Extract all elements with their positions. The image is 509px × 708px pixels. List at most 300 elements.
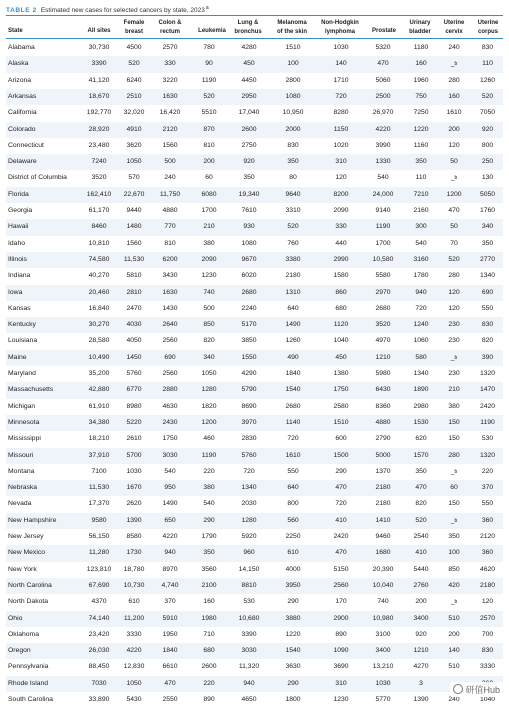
cell-lung-bronchus: 19,340 [231,187,267,203]
cell-urinary-bladder: 520 [406,513,436,529]
cell-leukemia: 520 [192,89,226,105]
watermark-text: 研值Hub [465,685,500,695]
cell-lung-bronchus: 1340 [231,480,267,496]
cell-nhl: 720 [321,89,361,105]
cell-female-breast: 1480 [119,219,149,235]
cell-prostate: 20,390 [364,562,402,578]
cell-state: Maine [8,350,88,366]
cell-female-breast: 610 [119,594,149,610]
table-row [6,562,503,578]
cell-colon-rectum: 470 [154,676,186,692]
cell-female-breast: 1050 [119,676,149,692]
cell-all-sites: 23,420 [83,627,115,643]
cell-melanoma: 290 [274,676,312,692]
cell-urinary-bladder: 750 [406,89,436,105]
cell-prostate: 4220 [364,122,402,138]
cell-melanoma: 1490 [274,317,312,333]
cell-uterine-corpus: 340 [472,219,503,235]
cell-melanoma: 1260 [274,333,312,349]
cell-uterine-corpus: 830 [472,643,503,659]
cell-all-sites: 61,910 [83,399,115,415]
header-female-breast-line2: breast [119,28,149,37]
header-prostate: Prostate [366,27,402,36]
table-row [6,333,503,349]
cell-leukemia: 2600 [192,659,226,675]
cell-leukemia: 60 [192,170,226,186]
cell-all-sites: 41,120 [83,73,115,89]
cell-uterine-corpus: 360 [472,545,503,561]
cell-female-breast: 4030 [119,317,149,333]
cell-uterine-corpus: 250 [472,154,503,170]
cell-lung-bronchus: 2030 [231,496,267,512]
cell-uterine-corpus: 220 [472,464,503,480]
cell-state: Colorado [8,122,88,138]
cell-uterine-corpus: 690 [472,285,503,301]
cell-uterine-corpus: 520 [472,89,503,105]
cell-female-breast: 570 [119,170,149,186]
cell-all-sites: 30,730 [83,40,115,56]
cell-uterine-corpus: 120 [472,594,503,610]
cell-state: Hawaii [8,219,88,235]
cell-prostate: 24,000 [364,187,402,203]
cell-melanoma: 720 [274,431,312,447]
cell-state: Kansas [8,301,88,317]
cell-uterine-cervix: 380 [439,399,469,415]
cell-state: Massachusetts [8,382,88,398]
table-row [6,578,503,594]
cell-colon-rectum: 940 [154,545,186,561]
cell-colon-rectum: 690 [154,350,186,366]
cell-uterine-cervix: 280 [439,448,469,464]
cell-prostate: 26,970 [364,105,402,121]
cell-nhl: 120 [321,170,361,186]
cell-uterine-corpus: 1260 [472,73,503,89]
cell-prostate: 10,580 [364,252,402,268]
cell-female-breast: 3330 [119,627,149,643]
cell-state: Florida [8,187,88,203]
cell-female-breast: 1450 [119,350,149,366]
cell-all-sites: 88,450 [83,659,115,675]
cell-leukemia: 220 [192,676,226,692]
cell-urinary-bladder: 5440 [406,562,436,578]
cell-colon-rectum: 4,740 [154,578,186,594]
cell-lung-bronchus: 530 [231,594,267,610]
cell-urinary-bladder: 350 [406,154,436,170]
cell-colon-rectum: 770 [154,219,186,235]
cell-colon-rectum: 2550 [154,692,186,708]
cell-colon-rectum: 500 [154,154,186,170]
cell-leukemia: 290 [192,513,226,529]
cell-all-sites: 37,910 [83,448,115,464]
cell-lung-bronchus: 5760 [231,448,267,464]
cell-leukemia: 850 [192,317,226,333]
cell-melanoma: 2180 [274,268,312,284]
cell-nhl: 310 [321,154,361,170]
cell-lung-bronchus: 2680 [231,285,267,301]
cell-melanoma: 3950 [274,578,312,594]
cell-all-sites: 28,580 [83,333,115,349]
cell-lung-bronchus: 6020 [231,268,267,284]
cell-melanoma: 80 [274,170,312,186]
cell-prostate: 1190 [364,219,402,235]
cell-colon-rectum: 6200 [154,252,186,268]
cell-state: New Hampshire [8,513,88,529]
cell-prostate: 3990 [364,138,402,154]
table-row [6,89,503,105]
cell-uterine-corpus: 110 [472,56,503,72]
cell-state: District of Columbia [8,170,88,186]
header-lung-bronchus-line2: bronchus [230,28,266,37]
cell-melanoma: 520 [274,219,312,235]
table-row [6,56,503,72]
table-row [6,659,503,675]
cell-lung-bronchus: 2240 [231,301,267,317]
cell-urinary-bladder: 620 [406,431,436,447]
cell-uterine-corpus: 350 [472,236,503,252]
cell-all-sites: 42,880 [83,382,115,398]
cell-all-sites: 18,670 [83,89,115,105]
cell-nhl: 1020 [321,138,361,154]
cell-state: New York [8,562,88,578]
cell-state: North Dakota [8,594,88,610]
cell-leukemia: 890 [192,692,226,708]
table-row [6,138,503,154]
cell-colon-rectum: 3220 [154,73,186,89]
cell-melanoma: 490 [274,350,312,366]
cell-colon-rectum: 1430 [154,301,186,317]
cell-female-breast: 10,730 [119,578,149,594]
cell-all-sites: 7030 [83,676,115,692]
cell-leukemia: 220 [192,464,226,480]
cell-all-sites: 74,580 [83,252,115,268]
cell-uterine-cervix: 120 [439,285,469,301]
cell-lung-bronchus: 2830 [231,431,267,447]
cell-all-sites: 16,840 [83,301,115,317]
cell-nhl: 3690 [321,659,361,675]
cell-nhl: 1580 [321,268,361,284]
table-row [6,285,503,301]
cell-urinary-bladder: 470 [406,480,436,496]
cell-uterine-corpus: 550 [472,301,503,317]
watermark [450,682,503,697]
cell-all-sites: 3520 [83,170,115,186]
cell-female-breast: 6240 [119,73,149,89]
cell-state: Michigan [8,399,88,415]
table-row [6,382,503,398]
cell-urinary-bladder: 920 [406,627,436,643]
cell-nhl: 2420 [321,529,361,545]
cell-leukemia: 160 [192,594,226,610]
cell-nhl: 1090 [321,643,361,659]
cell-urinary-bladder: 1220 [406,122,436,138]
cell-uterine-cervix: –$^b$ [439,350,469,366]
cell-uterine-corpus: 920 [472,122,503,138]
cell-urinary-bladder: 160 [406,56,436,72]
cell-colon-rectum: 1750 [154,431,186,447]
table-row [6,219,503,235]
cell-colon-rectum: 2880 [154,382,186,398]
cell-lung-bronchus: 350 [231,170,267,186]
cell-nhl: 410 [321,513,361,529]
cell-melanoma: 1140 [274,415,312,431]
cell-uterine-corpus: 820 [472,333,503,349]
cell-state: California [8,105,88,121]
cell-uterine-corpus: 1320 [472,366,503,382]
cell-state: Illinois [8,252,88,268]
cell-prostate: 5770 [364,692,402,708]
cell-melanoma: 2680 [274,399,312,415]
cell-uterine-cervix: 150 [439,496,469,512]
cell-nhl: 720 [321,496,361,512]
cell-all-sites: 123,810 [83,562,115,578]
cell-leukemia: 1230 [192,268,226,284]
header-female-breast-line1: Female [119,19,149,28]
cell-prostate: 3520 [364,317,402,333]
cell-uterine-corpus: 260 [472,676,503,692]
cell-all-sites: 10,490 [83,350,115,366]
cell-uterine-cervix: –$^b$ [439,56,469,72]
cell-melanoma: 550 [274,464,312,480]
cell-colon-rectum: 5910 [154,611,186,627]
cell-female-breast: 3620 [119,138,149,154]
cell-uterine-corpus: 2420 [472,399,503,415]
cell-uterine-cervix: 510 [439,659,469,675]
cell-state: Arkansas [8,89,88,105]
cell-uterine-corpus: 1320 [472,448,503,464]
cell-lung-bronchus: 3030 [231,643,267,659]
table-row [6,122,503,138]
table-row [6,676,503,692]
table-row [6,301,503,317]
header-melanoma-line2: of the skin [270,28,314,37]
cell-uterine-cervix: 350 [439,529,469,545]
cell-nhl: 680 [321,301,361,317]
cell-uterine-corpus: 390 [472,350,503,366]
cell-lung-bronchus: 2600 [231,122,267,138]
watermark-logo-icon [453,684,463,694]
table-row [6,187,503,203]
cell-colon-rectum: 650 [154,513,186,529]
cell-uterine-cervix: 280 [439,268,469,284]
cell-nhl: 1120 [321,317,361,333]
cell-leukemia: 5510 [192,105,226,121]
cell-state: Alaska [8,56,88,72]
cell-female-breast: 5760 [119,366,149,382]
cell-prostate: 2500 [364,89,402,105]
cell-melanoma: 2000 [274,122,312,138]
cell-prostate: 5320 [364,40,402,56]
table-row [6,415,503,431]
cell-female-breast: 22,670 [119,187,149,203]
cell-nhl: 1710 [321,73,361,89]
cell-uterine-cervix: 140 [439,643,469,659]
cell-all-sites: 56,150 [83,529,115,545]
table-row [6,203,503,219]
cell-nhl: 470 [321,480,361,496]
cell-leukemia: 1190 [192,448,226,464]
cell-leukemia: 500 [192,301,226,317]
cell-colon-rectum: 2640 [154,317,186,333]
header-colon-rectum-line1: Colon & [154,19,186,28]
cell-uterine-cervix: 120 [439,138,469,154]
cell-melanoma: 3630 [274,659,312,675]
cell-leukemia: 680 [192,643,226,659]
cell-all-sites: 26,030 [83,643,115,659]
cell-uterine-cervix: 70 [439,236,469,252]
cell-leukemia: 1050 [192,366,226,382]
cell-uterine-corpus: 370 [472,480,503,496]
cell-leukemia: 380 [192,480,226,496]
cell-all-sites: 11,530 [83,480,115,496]
cell-colon-rectum: 1950 [154,627,186,643]
header-uterine-cervix-line2: cervix [439,28,469,37]
cell-leukemia: 1700 [192,203,226,219]
cell-lung-bronchus: 450 [231,56,267,72]
cell-all-sites: 4370 [83,594,115,610]
table-row [6,366,503,382]
cell-lung-bronchus: 10,680 [231,611,267,627]
header-nhl-line1: Non-Hodgkin [314,19,366,28]
cell-lung-bronchus: 940 [231,676,267,692]
cell-melanoma: 4000 [274,562,312,578]
cell-nhl: 450 [321,350,361,366]
cell-nhl: 1750 [321,382,361,398]
cell-melanoma: 640 [274,480,312,496]
cell-nhl: 2090 [321,203,361,219]
cell-prostate: 2180 [364,480,402,496]
cell-melanoma: 3310 [274,203,312,219]
cell-uterine-corpus: 3330 [472,659,503,675]
cell-female-breast: 4050 [119,333,149,349]
cell-uterine-cervix: 160 [439,89,469,105]
cell-all-sites: 67,690 [83,578,115,594]
table-row [6,692,503,708]
table-row [6,496,503,512]
cell-colon-rectum: 2560 [154,366,186,382]
cell-female-breast: 8980 [119,399,149,415]
cell-prostate: 5580 [364,268,402,284]
cell-colon-rectum: 950 [154,480,186,496]
cell-leukemia: 870 [192,122,226,138]
cell-prostate: 740 [364,594,402,610]
cell-melanoma: 1080 [274,89,312,105]
table-row [6,350,503,366]
cell-nhl: 290 [321,464,361,480]
cell-nhl: 1040 [321,333,361,349]
cell-urinary-bladder: 3160 [406,252,436,268]
cell-colon-rectum: 4630 [154,399,186,415]
cell-state: Delaware [8,154,88,170]
cell-uterine-corpus: 1760 [472,203,503,219]
cell-nhl: 2990 [321,252,361,268]
header-colon-rectum-line2: rectum [154,28,186,37]
cell-colon-rectum: 1630 [154,89,186,105]
cell-all-sites: 7240 [83,154,115,170]
cell-uterine-cervix: –$^b$ [439,464,469,480]
cell-lung-bronchus: 4290 [231,366,267,382]
cell-melanoma: 760 [274,236,312,252]
cell-prostate: 13,210 [364,659,402,675]
cell-female-breast: 2810 [119,285,149,301]
cell-colon-rectum: 330 [154,56,186,72]
cell-uterine-cervix: 280 [439,73,469,89]
cell-female-breast: 4910 [119,122,149,138]
cell-uterine-corpus: 550 [472,496,503,512]
cell-prostate: 1030 [364,676,402,692]
cell-uterine-cervix: –$^b$ [439,594,469,610]
cell-melanoma: 1540 [274,643,312,659]
cell-all-sites: 23,480 [83,138,115,154]
cell-uterine-corpus: 700 [472,627,503,643]
cell-leukemia: 1820 [192,399,226,415]
table-row [6,643,503,659]
cell-prostate: 5980 [364,366,402,382]
cell-uterine-cervix: 420 [439,578,469,594]
cell-lung-bronchus: 930 [231,219,267,235]
header-uterine-corpus-line1: Uterine [472,19,504,28]
table-row [6,399,503,415]
cell-urinary-bladder: 300 [406,219,436,235]
cell-uterine-corpus: 830 [472,317,503,333]
cell-uterine-cervix: 470 [439,203,469,219]
header-urinary-bladder-line1: Urinary [404,19,436,28]
cell-nhl: 8200 [321,187,361,203]
cell-all-sites: 10,810 [83,236,115,252]
cell-nhl: 170 [321,594,361,610]
cell-prostate: 9140 [364,203,402,219]
cell-lung-bronchus: 960 [231,545,267,561]
table-row [6,545,503,561]
cell-female-breast: 1050 [119,154,149,170]
cell-nhl: 1500 [321,448,361,464]
cell-colon-rectum: 1490 [154,496,186,512]
table-row [6,431,503,447]
cell-leukemia: 710 [192,627,226,643]
cell-prostate: 4970 [364,333,402,349]
cell-uterine-cervix: 200 [439,122,469,138]
cell-nhl: 8280 [321,105,361,121]
cell-state: Mississippi [8,431,88,447]
cell-uterine-cervix: 150 [439,431,469,447]
header-all-sites: All sites [83,27,115,36]
header-urinary-bladder-line2: bladder [404,28,436,37]
cell-state: Maryland [8,366,88,382]
cell-lung-bronchus: 3850 [231,333,267,349]
cell-urinary-bladder: 2760 [406,578,436,594]
cell-female-breast: 1390 [119,513,149,529]
cell-urinary-bladder: 200 [406,594,436,610]
cell-melanoma: 1510 [274,40,312,56]
cell-urinary-bladder: 410 [406,545,436,561]
cell-melanoma: 3380 [274,252,312,268]
cell-all-sites: 61,170 [83,203,115,219]
cell-all-sites: 40,270 [83,268,115,284]
cell-state: Iowa [8,285,88,301]
cell-leukemia: 780 [192,40,226,56]
cell-nhl: 440 [321,236,361,252]
cell-melanoma: 3880 [274,611,312,627]
cell-uterine-cervix: 200 [439,627,469,643]
cell-state: Kentucky [8,317,88,333]
header-state: State [8,27,68,36]
cell-uterine-corpus: 360 [472,513,503,529]
cell-all-sites: 162,410 [83,187,115,203]
cell-lung-bronchus: 2750 [231,138,267,154]
cell-state: Idaho [8,236,88,252]
cell-state: Missouri [8,448,88,464]
cell-uterine-cervix: 230 [439,317,469,333]
cell-leukemia: 6080 [192,187,226,203]
